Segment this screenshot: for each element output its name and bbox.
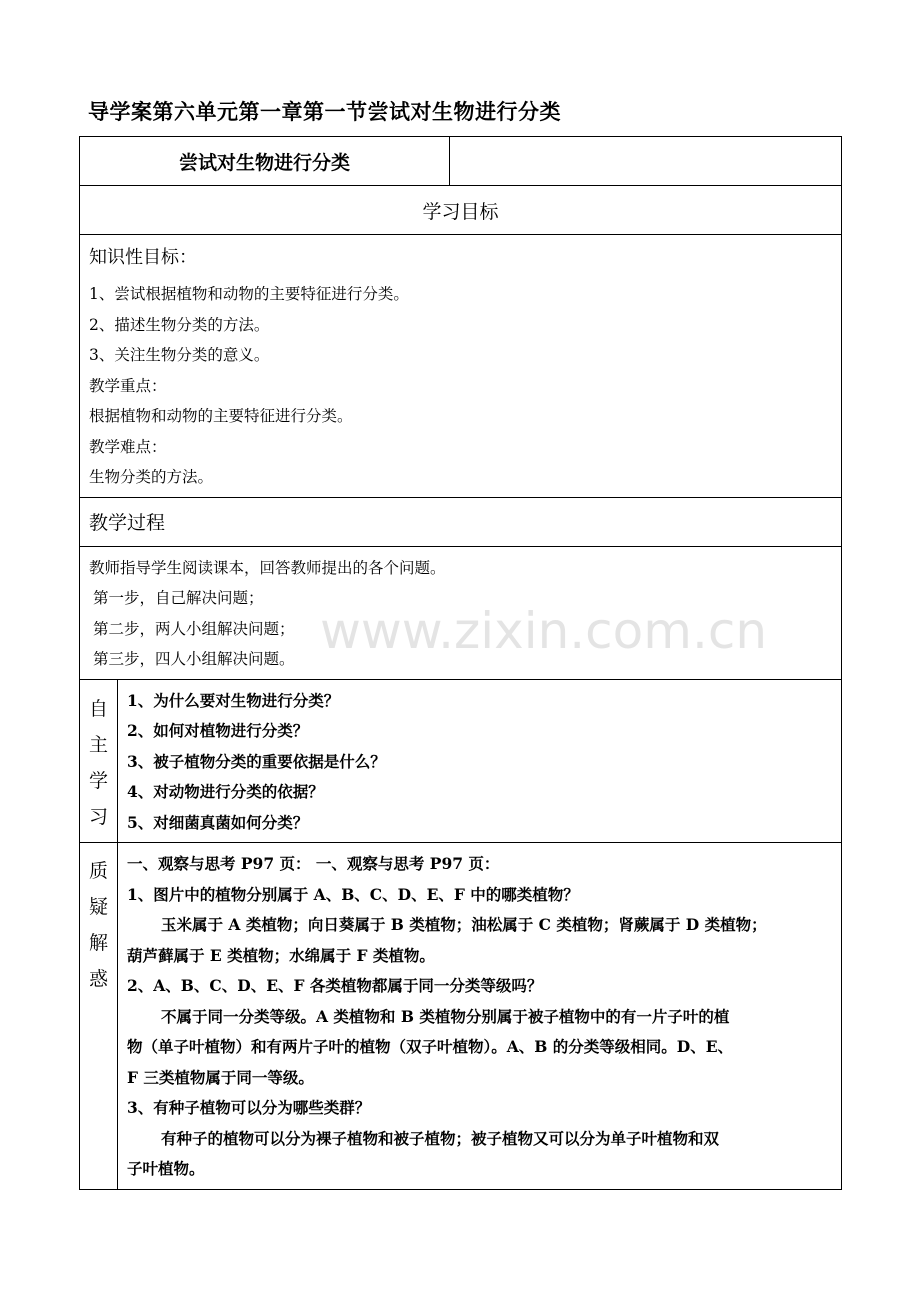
qa-line: 2、A、B、C、D、E、F 各类植物都属于同一分类等级吗？ xyxy=(127,976,543,995)
topic-cell: 尝试对生物进行分类 xyxy=(80,137,450,186)
knowledge-heading: 知识性目标： xyxy=(89,247,197,268)
process-header-row xyxy=(80,497,842,546)
knowledge-item: 2、描述生物分类的方法。 xyxy=(89,315,270,334)
key-point-label: 教学重点： xyxy=(89,376,167,395)
self-study-char: 主 xyxy=(88,733,108,756)
question-item: 2、如何对植物进行分类？ xyxy=(127,721,309,740)
watermark: www.zixin.com.cn xyxy=(320,602,768,660)
qa-line: F 三类植物属于同一等级。 xyxy=(127,1067,314,1087)
qa-line: 玉米属于 A 类植物；向日葵属于 B 类植物；油松属于 C 类植物；肾蕨属于 D 类植物； xyxy=(161,915,767,934)
difficulty-label: 教学难点： xyxy=(89,437,167,456)
qa-line: 一、观察与思考 P97 页： 一、观察与思考 P97 页： xyxy=(127,854,500,873)
qa-line: 不属于同一分类等级。A 类植物和 B 类植物分别属于被子植物中的有一片子叶的植 xyxy=(161,1006,730,1026)
key-point: 根据植物和动物的主要特征进行分类。 xyxy=(89,407,353,425)
process-row xyxy=(80,546,842,679)
self-study-questions xyxy=(118,679,842,843)
qa-line: 子叶植物。 xyxy=(127,1159,205,1178)
topic-blank-cell xyxy=(450,137,842,186)
process-line: 第一步，自己解决问题； xyxy=(93,589,264,607)
qa-line: 葫芦藓属于 E 类植物；水绵属于 F 类植物。 xyxy=(127,945,435,965)
qa-row xyxy=(80,843,842,1190)
self-study-char: 习 xyxy=(88,805,108,828)
process-line: 第三步，四人小组解决问题。 xyxy=(93,650,295,668)
qa-line: 物（单子叶植物）和有两片子叶的植物（双子叶植物）。A、B 的分类等级相同。D、E、 xyxy=(127,1037,734,1056)
self-study-char: 自 xyxy=(88,697,108,720)
qa-char: 惑 xyxy=(88,968,108,990)
process-content xyxy=(80,546,842,679)
question-item: 4、对动物进行分类的依据？ xyxy=(127,782,324,801)
difficulty: 生物分类的方法。 xyxy=(89,468,214,486)
objectives-row xyxy=(80,235,842,498)
qa-line: 3、有种子植物可以分为哪些类群？ xyxy=(127,1098,371,1117)
question-item: 1、为什么要对生物进行分类？ xyxy=(127,690,340,710)
knowledge-item: 1、尝试根据植物和动物的主要特征进行分类。 xyxy=(89,285,409,303)
self-study-label xyxy=(80,679,118,843)
qa-content xyxy=(118,843,842,1190)
objectives-content xyxy=(80,235,842,498)
process-header: 教学过程 xyxy=(80,497,842,546)
question-item: 5、对细菌真菌如何分类？ xyxy=(127,812,309,832)
self-study-char: 学 xyxy=(88,769,108,792)
qa-line: 1、图片中的植物分别属于 A、B、C、D、E、F 中的哪类植物？ xyxy=(127,884,579,904)
lesson-plan-table xyxy=(79,136,842,1190)
qa-line: 有种子的植物可以分为裸子植物和被子植物；被子植物又可以分为单子叶植物和双 xyxy=(161,1128,720,1148)
self-study-row xyxy=(80,679,842,843)
document-title: 导学案第六单元第一章第一节尝试对生物进行分类 xyxy=(88,100,561,124)
qa-char: 疑 xyxy=(88,896,108,918)
knowledge-item: 3、关注生物分类的意义。 xyxy=(89,346,270,364)
qa-char: 解 xyxy=(88,932,108,954)
objectives-header-row xyxy=(80,186,842,235)
topic-row xyxy=(80,137,842,186)
question-item: 3、被子植物分类的重要依据是什么？ xyxy=(127,751,386,771)
objectives-header: 学习目标 xyxy=(80,186,842,235)
process-line: 教师指导学生阅读课本，回答教师提出的各个问题。 xyxy=(89,558,446,577)
process-line: 第二步，两人小组解决问题； xyxy=(93,619,295,638)
qa-label xyxy=(80,843,118,1190)
qa-char: 质 xyxy=(88,860,108,882)
